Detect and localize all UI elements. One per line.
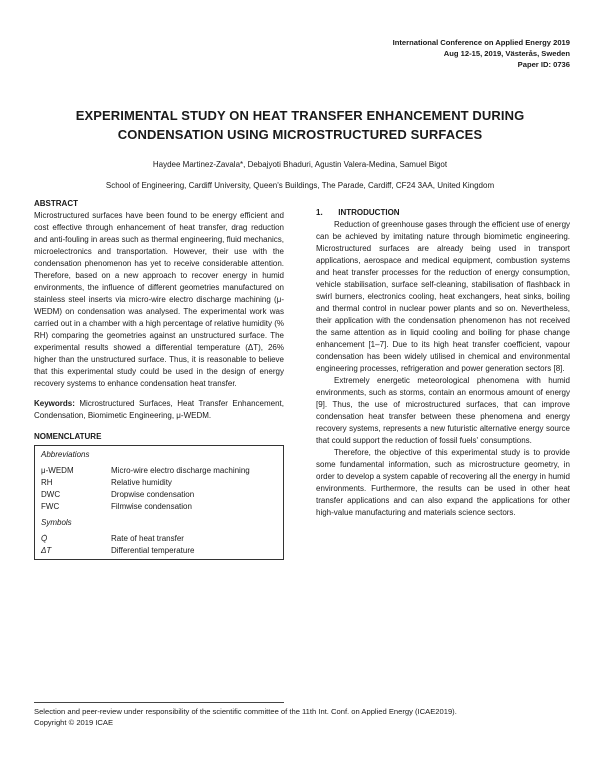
intro-paragraph: Extremely energetic meteorological phenomena with humid environments, such as storms, contain an enormous amount of energy [9]. Thus, the use of microstructured surfaces, that can improve condensation heat transfer between these phenomena and energy recovery systems, represents a new futuristic alternative energy source that could support the reduction of fossil fuels' consumptions. [316, 376, 570, 445]
abstract-heading: ABSTRACT [34, 199, 78, 208]
conference-name: International Conference on Applied Energy 2019 [392, 38, 570, 47]
introduction-heading [316, 207, 570, 219]
affiliation: School of Engineering, Cardiff University, Queen's Buildings, The Parade, Cardiff, CF24 3AA, United Kingdom [105, 181, 495, 190]
nomenclature-row [41, 533, 277, 545]
nomenclature-abbr: DWC [41, 490, 61, 499]
intro-paragraph: Reduction of greenhouse gases through the efficient use of energy can be achieved by imitating nature through biomimetic engineering. Microstructured surfaces are already being used in transport applications, aerospace and medical equipment, combustion systems and heat transfer processes for the reduction of energy consumption, vehicle stabilisation, surface self-cleaning, stabilisation of flashback in swirl burners, electronics cooling, heat exchangers, heat sinks, boiling and thermal control in nuclear power plants and so on. Nevertheless, their application with the condensation phenomenon has not received the same attention as in liquid cooling and boiling for phase change enhancement [1–7]. Due to its high heat transfer coefficient, vapour condensation has been widely utilised in chemical and environmental engineering processes, refrigeration and power generation sectors [8]. [316, 220, 571, 373]
nomenclature-symbol: Q̇ [41, 534, 48, 543]
nomenclature-row [41, 489, 277, 501]
conference-header [393, 37, 570, 70]
intro-paragraph: Therefore, the objective of this experimental study is to provide some fundamental information, such as microstructure geometry, in order to develop a system capable of recovering all the energy in humid environments. Furthermore, the results can be used in other heat transfer applications and can also expand the applications for other high-value manufacturing and materials science sectors. [316, 448, 570, 517]
footnote [34, 706, 574, 728]
keywords-text: Microstructured Surfaces, Heat Transfer Enhancement, Condensation, Biomimetic Engineering, μ-WEDM. [34, 399, 284, 420]
nomenclature-def: Rate of heat transfer [111, 534, 184, 543]
conference-dates: Aug 12-15, 2019, Västerås, Sweden [443, 49, 570, 58]
nomenclature-symbol: ΔT [41, 546, 52, 555]
keywords [34, 398, 284, 422]
section-number: 1. [316, 208, 323, 217]
footnote-copyright: Copyright © 2019 ICAE [34, 718, 114, 727]
left-column [34, 198, 284, 560]
footnote-selection: Selection and peer-review under responsibility of the scientific committee of the 11th Int. Conf. on Applied Energy (ICAE2019). [34, 707, 457, 716]
symbols-heading: Symbols [41, 518, 72, 527]
nomenclature-abbr: RH [41, 478, 53, 487]
nomenclature-abbr: μ-WEDM [41, 466, 74, 475]
nomenclature-abbr: FWC [41, 502, 60, 511]
nomenclature-def: Filmwise condensation [111, 502, 192, 511]
paper-title: EXPERIMENTAL STUDY ON HEAT TRANSFER ENHANCEMENT DURING CONDENSATION USING MICROSTRUCTURED SURFACES [75, 108, 525, 142]
nomenclature-def: Relative humidity [111, 478, 172, 487]
nomenclature-def: Micro-wire electro discharge machining [111, 466, 250, 475]
section-title: INTRODUCTION [338, 208, 400, 217]
abstract-text: Microstructured surfaces have been found to be energy efficient and cost effective through enhancement of heat transfer, drag reduction and anti-fouling in areas such as thermal engineering, fluid mechanics, microelectronics and transportation. However, their use with the condensation phenomenon has yet to receive considerable attention. Therefore, based on a new approach to recover energy in humid environments, the influence of different geometries manufactured on stainless steel inserts via micro-wire electro discharge machining (μ-WEDM) on condensation was analysed. The experimental work was carried out in a chamber with a high percentage of relative humidity (% RH) comparing the geometries against an unstructured surface. The experimental results showed a differential temperature (ΔT), 26% higher than the unstructured surface. Thus, it is reasonable to believe that this experimental study could be used in the design of energy recovery systems to enhance condensation heat transfer. [34, 211, 284, 388]
nomenclature-def: Dropwise condensation [111, 490, 195, 499]
footer-divider [34, 702, 284, 703]
keywords-label: Keywords: [34, 399, 75, 408]
nomenclature-table [34, 445, 284, 560]
nomenclature-heading: NOMENCLATURE [34, 432, 102, 441]
paper-id: Paper ID: 0736 [517, 60, 570, 69]
abbreviations-heading: Abbreviations [41, 450, 90, 459]
nomenclature-row [41, 477, 277, 489]
author-list: Haydee Martinez-Zavala*, Debajyoti Bhaduri, Agustin Valera-Medina, Samuel Bigot [152, 160, 448, 169]
nomenclature-def: Differential temperature [111, 546, 195, 555]
right-column [316, 207, 570, 519]
nomenclature-row [41, 501, 277, 513]
nomenclature-row [41, 545, 277, 557]
nomenclature-row [41, 465, 277, 477]
